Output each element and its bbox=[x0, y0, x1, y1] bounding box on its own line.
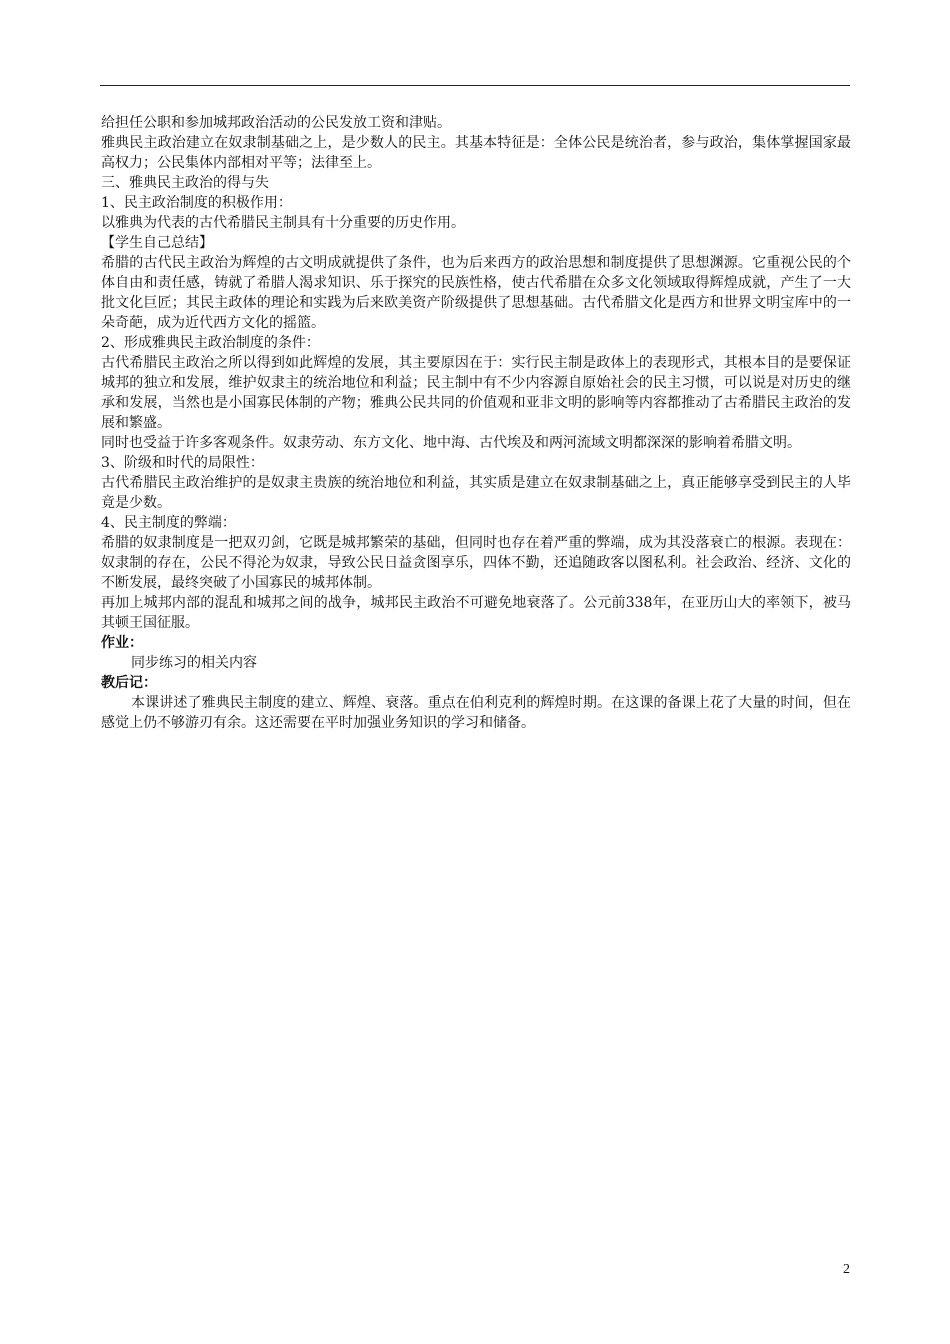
reflection-text: 本课讲述了雅典民主制度的建立、辉煌、衰落。重点在伯利克利的辉煌时期。在这课的备课上花了大量的时间，但在感觉上仍不够游刃有余。这还需要在平时加强业务知识的学习和储备。 bbox=[101, 695, 851, 731]
subheading-limitations: 3、阶级和时代的局限性： bbox=[101, 455, 264, 471]
page-number: 2 bbox=[843, 1262, 850, 1277]
paragraph-summary: 希腊的古代民主政治为辉煌的古文明成就提供了条件，也为后来西方的政治思想和制度提供了思想渊源。它重视公民的个体自由和责任感，铸就了希腊人渴求知识、乐于探究的民族性格，使古代希腊在众多文化领域取得辉煌成就，产生了一大批文化巨匠；其民主政体的理论和实践为后来欧美资产阶级提供了思想基础。古代希腊文化是西方和世界文明宝库中的一朵奇葩，成为近代西方文化的摇篮。 bbox=[101, 255, 851, 331]
paragraph-features: 雅典民主政治建立在奴隶制基础之上，是少数人的民主。其基本特征是：全体公民是统治者，参与政治，集体掌握国家最高权力；公民集体内部相对平等；法律至上。 bbox=[101, 135, 851, 171]
section-heading-gains-losses: 三、雅典民主政治的得与失 bbox=[101, 175, 269, 191]
homework-heading: 作业： bbox=[101, 635, 143, 651]
homework-text: 同步练习的相关内容 bbox=[131, 655, 257, 671]
subheading-conditions: 2、形成雅典民主政治制度的条件： bbox=[101, 335, 320, 351]
student-summary-label: 【学生自己总结】 bbox=[101, 235, 213, 251]
paragraph-main-causes: 古代希腊民主政治之所以得到如此辉煌的发展，其主要原因在于：实行民主制是政体上的表现形式，其根本目的是要保证城邦的独立和发展，维护奴隶主的统治地位和利益；民主制中有不少内容源自原始社会的民主习惯，可以说是对历史的继承和发展，当然也是小国寡民体制的产物；雅典公民共同的价值观和亚非文明的影响等内容都推动了古希腊民主政治的发展和繁盛。 bbox=[101, 355, 851, 431]
document-body bbox=[101, 113, 851, 733]
paragraph-drawbacks: 希腊的奴隶制度是一把双刃剑，它既是城邦繁荣的基础，但同时也存在着严重的弊端，成为其没落衰亡的根源。表现在：奴隶制的存在，公民不得沦为奴隶，导致公民日益贪图享乐，四体不勤，还追随政客以图私利。社会政治、经济、文化的不断发展，最终突破了小国寡民的城邦体制。 bbox=[101, 535, 851, 591]
paragraph-objective-conditions: 同时也受益于许多客观条件。奴隶劳动、东方文化、地中海、古代埃及和两河流域文明都深深的影响着希腊文明。 bbox=[101, 435, 801, 451]
paragraph-salary: 给担任公职和参加城邦政治活动的公民发放工资和津贴。 bbox=[101, 115, 451, 131]
paragraph-decline: 再加上城邦内部的混乱和城邦之间的战争，城邦民主政治不可避免地衰落了。公元前338年，在亚历山大的率领下，被马其顿王国征服。 bbox=[101, 595, 851, 631]
header-rule bbox=[100, 85, 850, 86]
paragraph-historical-role: 以雅典为代表的古代希腊民主制具有十分重要的历史作用。 bbox=[101, 215, 465, 231]
reflection-heading: 教后记： bbox=[101, 675, 157, 691]
paragraph-limitations: 古代希腊民主政治维护的是奴隶主贵族的统治地位和利益，其实质是建立在奴隶制基础之上，真正能够享受到民主的人毕竟是少数。 bbox=[101, 475, 851, 511]
subheading-positive-role: 1、民主政治制度的积极作用： bbox=[101, 195, 292, 211]
subheading-drawbacks: 4、民主制度的弊端： bbox=[101, 515, 236, 531]
